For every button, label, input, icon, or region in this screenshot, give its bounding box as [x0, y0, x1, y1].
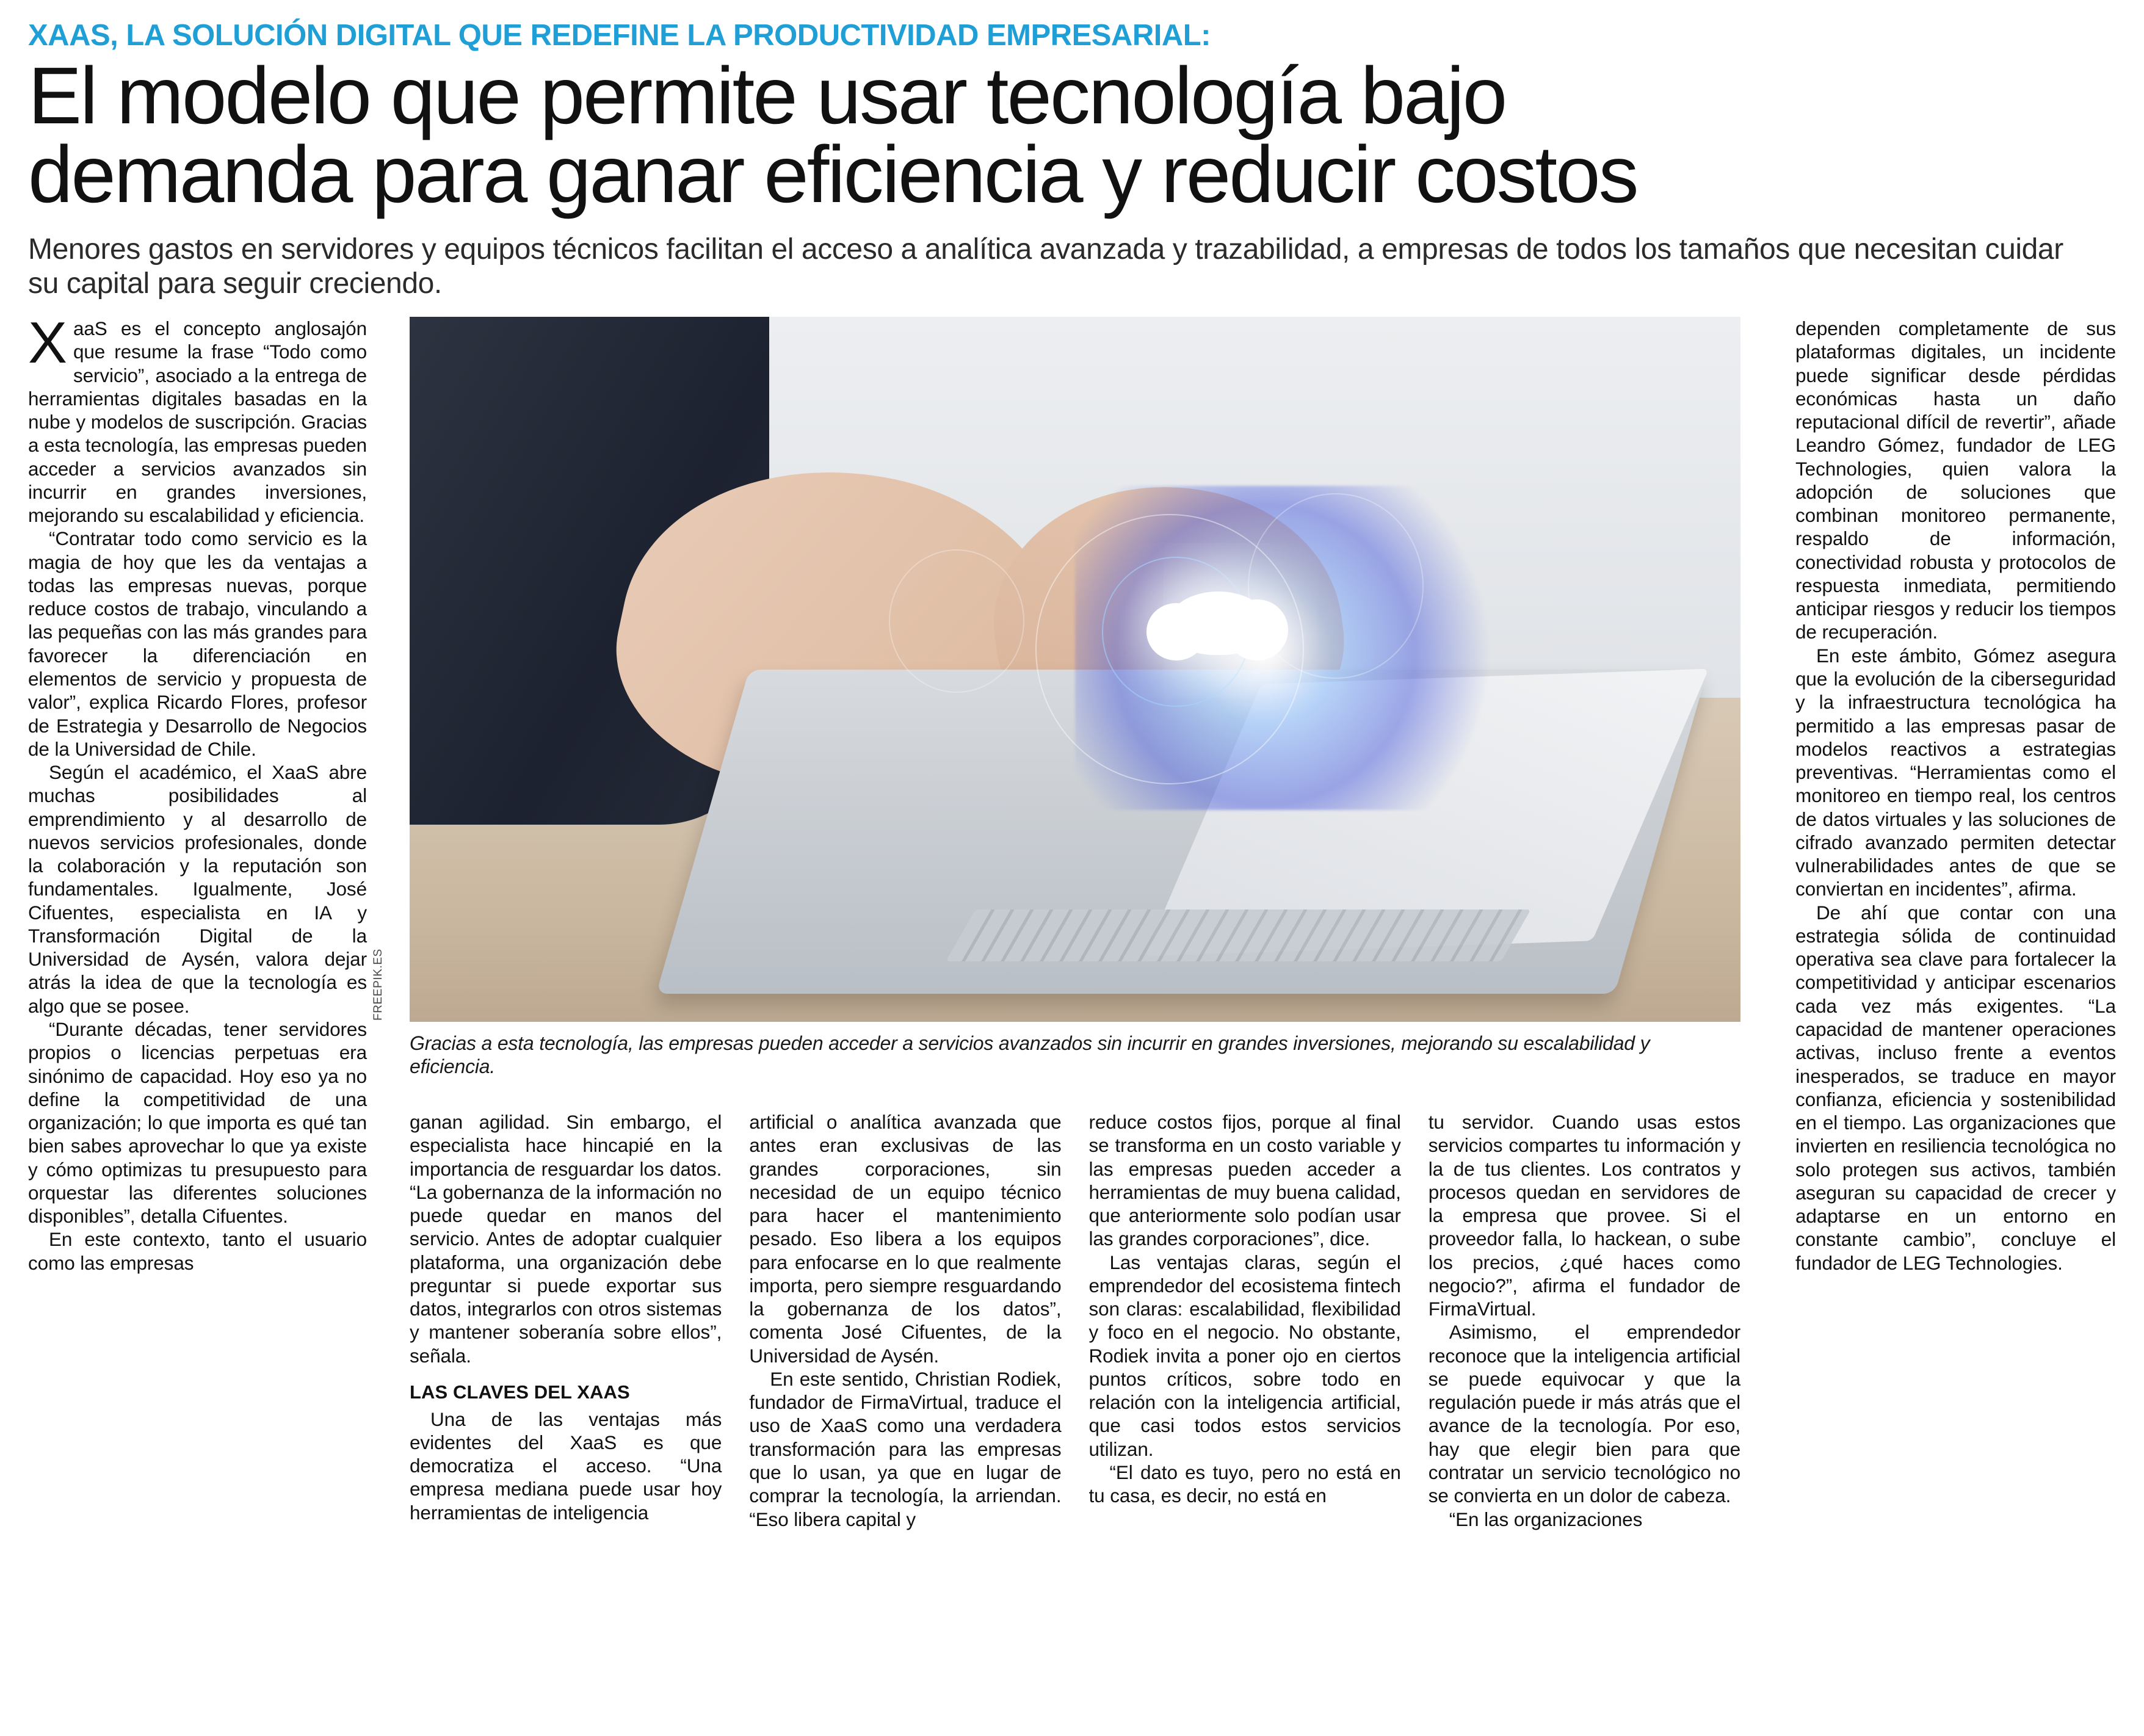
- article-kicker: XAAS, LA SOLUCIÓN DIGITAL QUE REDEFINE LA PRODUCTIVIDAD EMPRESARIAL:: [28, 19, 1211, 52]
- column-lower-2: [749, 1110, 1061, 1531]
- photo-laptop-keyboard: [945, 910, 1530, 961]
- paragraph-text: aaS es el concepto anglosajón que resume la frase “Todo como servicio”, asociado a la entrega de herramientas digitales basadas en la nube y modelos de suscripción. Gracias a esta tecnología, las empresas pueden acceder a servicios avanzados sin incurrir en grandes inversiones, mejorando su escalabilidad y eficiencia.: [28, 317, 367, 527]
- headline-line-1: El modelo que permite usar tecnología bajo: [28, 50, 1506, 140]
- figure-caption: Gracias a esta tecnología, las empresas pueden acceder a servicios avanzados sin incurrir en grandes inversiones, mejorando su escalabilidad y eficiencia.: [410, 1032, 1650, 1078]
- paragraph: “El dato es tuyo, pero no está en tu casa, es decir, no está en: [1088, 1461, 1401, 1507]
- photo-hud-ring: [889, 549, 1024, 693]
- paragraph: En este contexto, tanto el usuario como las empresas: [28, 1228, 367, 1274]
- paragraph: Asimismo, el emprendedor reconoce que la inteligencia artificial se puede equivocar y que la regulación puede ir más atrás que el avance de la tecnología. Por eso, hay que elegir bien para que contratar un servicio tecnológico no se convierta en un dolor de cabeza.: [1428, 1321, 1740, 1507]
- drop-cap: X: [28, 310, 67, 375]
- photo-credit: FREEPIK.ES: [372, 949, 385, 1021]
- column-lower-1: [410, 1110, 722, 1531]
- column-right: [1795, 317, 2116, 1275]
- paragraph: tu servidor. Cuando usas estos servicios compartes tu información y la de tus clientes. Los contratos y procesos quedan en servidores de la empresa que provee. Si el proveedor falla, lo hackean, o sube los precios, ¿qué haces como negocio?”, afirma el fundador de FirmaVirtual.: [1428, 1111, 1740, 1320]
- column-left: [28, 310, 367, 1275]
- paragraph: reduce costos fijos, porque al final se transforma en un costo variable y las empresas pueden acceder a herramientas de muy buena calidad, que anteriormente solo podían usar las grandes corporaciones”, dice.: [1088, 1111, 1401, 1250]
- paragraph: “Contratar todo como servicio es la magia de hoy que les da ventajas a todas las empresas nuevas, porque reduce costos de trabajo, vinculando a las pequeñas con las más grandes para favorecer la diferenciación en elementos de servicio y propuesta de valor”, explica Ricardo Flores, profesor de Estrategia y Desarrollo de Negocios de la Universidad de Chile.: [28, 527, 367, 760]
- paragraph: Una de las ventajas más evidentes del XaaS es que democratiza el acceso. “Una empresa mediana puede usar hoy herramientas de inteligencia: [410, 1408, 722, 1524]
- paragraph: En este ámbito, Gómez asegura que la evolución de la ciberseguridad y la infraestructura tecnológica ha permitido a las empresas pasar de modelos reactivos a estrategias preventivas. “Herramientas como el monitoreo en tiempo real, los centros de datos virtuales y las soluciones de cifrado avanzado permiten detectar vulnerabilidades antes de que se conviertan en incidentes”, afirma.: [1795, 644, 2116, 900]
- section-subhead: LAS CLAVES DEL XAAS: [410, 1381, 630, 1403]
- article-figure: [372, 317, 1740, 1079]
- paragraph: ganan agilidad. Sin embargo, el especialista hace hincapié en la importancia de resguardar los datos. “La gobernanza de la información no puede quedar en manos del servicio. Antes de adoptar cualquier plataforma, una organización debe preguntar si puede exportar sus datos, integrarlos con otros sistemas y mantener soberanía sobre ellos”, señala.: [410, 1111, 722, 1367]
- headline-line-2: demanda para ganar eficiencia y reducir costos: [28, 129, 1637, 220]
- paragraph: dependen completamente de sus plataformas digitales, un incidente puede significar desde pérdidas económicas hasta un daño reputacional difícil de revertir”, añade Leandro Gómez, fundador de LEG Technologies, quien valora la adopción de soluciones que combinan monitoreo permanente, respaldo de información, conectividad robusta y protocolos de respuesta inmediata, permitiendo anticipar riesgos y reducir los tiempos de recuperación.: [1795, 317, 2116, 643]
- paragraph: “En las organizaciones: [1449, 1508, 1643, 1530]
- cloud-icon: [1168, 591, 1269, 655]
- paragraph: De ahí que contar con una estrategia sólida de continuidad operativa sea clave para fortalecer la competitividad y anticipar escenarios cada vez más exigentes. “La capacidad de mantener operaciones activas, incluso frente a eventos inesperados, se traduce en mayor confianza, eficiencia y sostenibilidad en el tiempo. Las organizaciones que invierten en resiliencia tecnológica no solo protegen sus activos, también aseguran su capacidad de crecer y adaptarse en un entorno en constante cambio”, concluye el fundador de LEG Technologies.: [1795, 901, 2116, 1274]
- page-title: [28, 50, 2116, 220]
- column-lower-3: [1089, 1110, 1401, 1531]
- paragraph: En este sentido, Christian Rodiek, fundador de FirmaVirtual, traduce el uso de XaaS como una verdadera transformación para las empresas que lo usan, ya que en lugar de comprar la tecnología, la arriendan. “Eso libera capital y: [749, 1367, 1062, 1530]
- column-lower-4: [1429, 1110, 1740, 1531]
- paragraph: Según el académico, el XaaS abre muchas posibilidades al emprendimiento y al desarrollo de nuevos servicios profesionales, donde la colaboración y la reputación son fundamentales. Igualmente, José Cifuentes, especialista en IA y Transformación Digital de la Universidad de Aysén, valora dejar atrás la idea de que la tecnología es algo que se posee.: [28, 761, 367, 1017]
- figure-photo: [372, 317, 1740, 1022]
- article-standfirst: Menores gastos en servidores y equipos técnicos facilitan el acceso a analítica avanzada y trazabilidad, a empresas de todos los tamaños que necesitan cuidar su capital para seguir creciendo.: [28, 233, 2063, 300]
- paragraph: artificial o analítica avanzada que antes eran exclusivas de las grandes corporaciones, sin necesidad de un equipo técnico para hacer el mantenimiento pesado. Eso libera a los equipos para enfocarse en lo que realmente importa, pero siempre resguardando la gobernanza de los datos”, comenta José Cifuentes, de la Universidad de Aysén.: [749, 1111, 1062, 1367]
- paragraph: Las ventajas claras, según el emprendedor del ecosistema fintech son claras: escalabilidad, flexibilidad y foco en el negocio. No obstante, Rodiek invita a poner ojo en ciertos puntos críticos, sobre todo en relación con la inteligencia artificial, que casi todos estos servicios utilizan.: [1088, 1251, 1401, 1460]
- paragraph: [28, 310, 367, 527]
- paragraph: “Durante décadas, tener servidores propios o licencias perpetuas era sinónimo de capacidad. Hoy eso ya no define la competitividad de una organización; lo que importa es qué tan bien sabes aprovechar lo que ya existe y cómo optimizas tu presupuesto para orquestar las diferentes soluciones disponibles”, detalla Cifuentes.: [28, 1018, 367, 1228]
- lower-columns: [410, 1110, 1740, 1531]
